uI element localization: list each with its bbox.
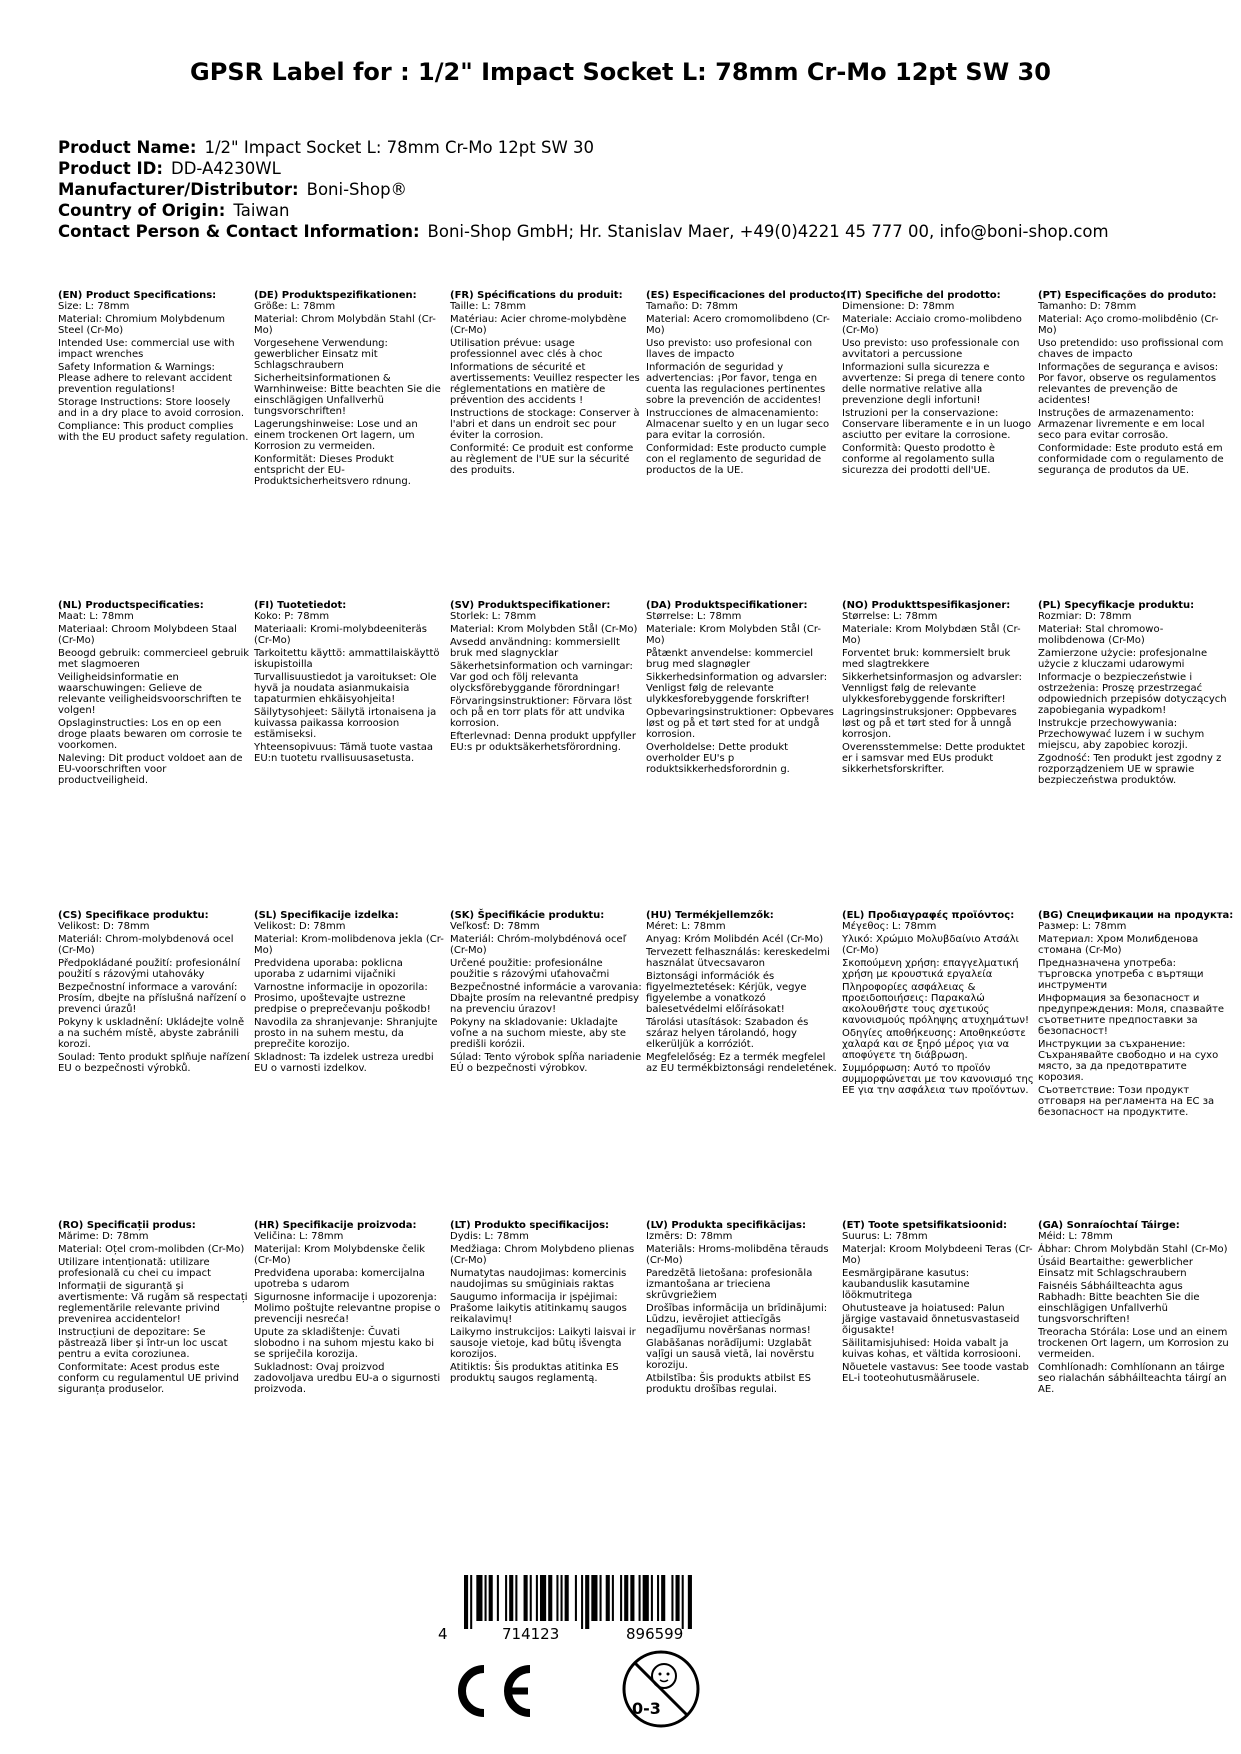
language-block-title: (PL) Specyfikacje produktu:	[1038, 600, 1195, 611]
page-title: GPSR Label for : 1/2" Impact Socket L: 78mm Cr-Mo 12pt SW 30	[190, 58, 1051, 86]
info-row	[58, 200, 1208, 221]
language-grid	[58, 290, 1234, 1530]
language-block-text: Størrelse: L: 78mm	[842, 611, 938, 622]
barcode-bar	[688, 1575, 692, 1629]
language-block-text: Předpokládané použití: profesionální použití s rázovými utahováky	[58, 958, 241, 980]
language-block-title: (PT) Especificações do produto:	[1038, 290, 1217, 301]
language-block-text: Megfelelőség: Ez a termék megfelel az EU termékbiztonsági rendeletének.	[646, 1052, 837, 1074]
barcode-bar	[624, 1575, 628, 1621]
language-block-text: Soulad: Tento produkt splňuje nařízení EU o bezpečnosti výrobků.	[58, 1052, 250, 1074]
language-block-text: Ábhar: Chrom Molybdän Stahl (Cr-Mo)	[1038, 1244, 1228, 1255]
language-block-text: Größe: L: 78mm	[254, 301, 336, 312]
language-block-text: Lagerungshinweise: Lose und an einem trockenen Ort lagern, um Korrosion zu vermeiden.	[254, 419, 418, 452]
info-value: Boni-Shop GmbH; Hr. Stanislav Maer, +49(0)4221 45 777 00, info@boni-shop.com	[427, 222, 1109, 241]
language-block-text: Predvidena uporaba: poklicna uporaba z udarnimi vijačniki	[254, 958, 403, 980]
language-block-text: Οδηγίες αποθήκευσης: Αποθηκεύστε χαλαρά και σε ξηρό μέρος για να αποφύγετε τη διάβρωση.	[842, 1028, 1026, 1061]
language-block-title: (DA) Produktspecifikationer:	[646, 600, 808, 611]
language-block-text: Rozmiar: D: 78mm	[1038, 611, 1132, 622]
info-value: DD-A4230WL	[170, 159, 281, 178]
language-block-text: Materijal: Krom Molybdenske čelik (Cr-Mo)	[254, 1244, 426, 1266]
language-block-text: Säkerhetsinformation och varningar: Var god och följ relevanta olycksförebyggande förordningar!	[450, 661, 633, 694]
language-block-text: Matériau: Acier chrome-molybdène (Cr-Mo)	[450, 314, 627, 336]
language-block-title: (IT) Specifiche del prodotto:	[842, 290, 1001, 301]
language-block-text: Informazioni sulla sicurezza e avvertenze: Si prega di tenere conto delle normative relative alla prevenzione degli infortuni!	[842, 362, 1026, 406]
language-block-text: Mărime: D: 78mm	[58, 1231, 149, 1242]
product-info	[58, 137, 1208, 242]
barcode-first-digit: 4	[438, 1625, 448, 1643]
barcode-bar	[464, 1575, 468, 1629]
language-block-text: Bezpečnostné informácie a varovania: Dbajte prosím na relevantné predpisy na prevenciu úrazov!	[450, 982, 642, 1015]
language-block-text: Compliance: This product complies with the EU product safety regulation.	[58, 421, 249, 443]
language-block-text: Предназначена употреба: търговска употреба с въртящи инструменти	[1038, 958, 1204, 991]
language-block-text: Информация за безопасност и предупреждения: Моля, спазвайте съответните предпоставки за безопасност!	[1038, 993, 1225, 1037]
language-block-text: Σκοπούμενη χρήση: επαγγελματική χρήση με κρουστικά εργαλεία	[842, 958, 1019, 980]
language-block-text: Upute za skladištenje: Čuvati slobodno i na suhom mjestu kako bi se spriječila korozija.	[254, 1327, 434, 1360]
language-block-text: Lagringsinstruksjoner: Oppbevares løst og på et tørt sted for å unngå korrosjon.	[842, 707, 1017, 740]
barcode-bar	[585, 1575, 589, 1629]
language-block	[1038, 290, 1230, 478]
language-block-text: Overensstemmelse: Dette produktet er i samsvar med EUs produkt sikkerhetsforskrifter.	[842, 742, 1025, 775]
language-block-text: Förvaringsinstruktioner: Förvara löst och på en torr plats för att undvika korrosion.	[450, 696, 632, 729]
language-block-title: (BG) Спецификации на продукта:	[1038, 910, 1234, 921]
language-block-text: Forventet bruk: kommersielt bruk med slagtrekkere	[842, 648, 1011, 670]
language-block	[842, 1220, 1034, 1386]
language-block-text: Informações de segurança e avisos: Por favor, observe os regulamentos relevantes de prevenção de acidentes!	[1038, 362, 1219, 406]
language-block-text: Pokyny k uskladnění: Ukládejte volně a na suchém místě, abyste zabránili korozi.	[58, 1017, 245, 1050]
language-block-text: Material: Acero cromomolibdeno (Cr-Mo)	[646, 314, 830, 336]
language-block-text: Maat: L: 78mm	[58, 611, 134, 622]
language-block-text: Zamierzone użycie: profesjonalne użycie z kluczami udarowymi	[1038, 648, 1208, 670]
language-block-text: Bezpečnostní informace a varování: Prosím, dbejte na příslušná nařízení o prevenci úrazů!	[58, 982, 247, 1015]
language-block-text: Conformidade: Este produto está em conformidade com o regulamento de segurança de produtos da UE.	[1038, 443, 1224, 476]
language-block-text: Intended Use: commercial use with impact wrenches	[58, 338, 235, 360]
language-block-text: Efterlevnad: Denna produkt uppfyller EU:s pr oduktsäkerhetsförordning.	[450, 731, 636, 753]
language-block-title: (SV) Produktspecifikationer:	[450, 600, 611, 611]
language-block-text: Veiligheidsinformatie en waarschuwingen: Gelieve de relevante veiligheidsvoorschriften te volgen!	[58, 672, 242, 716]
language-block-text: Zgodność: Ten produkt jest zgodny z rozporządzeniem UE w sprawie bezpieczeństwa produktów.	[1038, 753, 1222, 786]
language-block-text: Medžiaga: Chrom Molybdeno plienas (Cr-Mo)	[450, 1244, 635, 1266]
language-block	[450, 600, 642, 755]
language-block-text: Úsáid Beartaithe: gewerblicher Einsatz mit Schlagschraubern	[1038, 1257, 1193, 1279]
language-block-text: Izmērs: D: 78mm	[646, 1231, 733, 1242]
language-block	[58, 600, 250, 788]
language-block-text: Съответствие: Този продукт отговаря на регламента на ЕС за безопасност на продуктите.	[1038, 1085, 1215, 1118]
language-block-text: Informații de siguranță și avertismente: Vă rugăm să respectați reglementările relevante privind prevenirea accidentelor!	[58, 1281, 248, 1325]
language-block-text: Uso previsto: uso profesional con llaves de impacto	[646, 338, 813, 360]
barcode-bar	[575, 1575, 577, 1621]
language-block-text: Materiaal: Chroom Molybdeen Staal (Cr-Mo)	[58, 624, 237, 646]
language-block-text: Sikkerhedsinformation og advarsler: Venligst følg de relevante ulykkesforebyggende forskrifter!	[646, 672, 828, 705]
barcode-group-1: 714123	[502, 1625, 560, 1643]
language-row	[58, 290, 1228, 600]
language-block-text: Atitiktis: Šis produktas atitinka ES produktų saugos reglamentą.	[450, 1362, 619, 1384]
barcode-bar	[497, 1575, 499, 1621]
language-block-title: (LV) Produkta specifikācijas:	[646, 1220, 806, 1231]
language-block-text: Инструкции за съхранение: Съхранявайте свободно и на сухо място, за да предотвратите корозия.	[1038, 1039, 1219, 1083]
barcode-bar	[591, 1575, 597, 1621]
language-block-text: Dydis: L: 78mm	[450, 1231, 529, 1242]
barcode-bar	[671, 1575, 673, 1621]
language-block-title: (LT) Produkto specifikacijos:	[450, 1220, 610, 1231]
language-block	[58, 1220, 250, 1397]
language-block-text: Faisnéis Sábháilteachta agus Rabhadh: Bitte beachten Sie die einschlägigen Unfallverhü tungsvorschriften!	[1038, 1281, 1200, 1325]
language-block	[646, 1220, 838, 1397]
language-block-text: Drošības informācija un brīdinājumi: Lūdzu, ievērojiet attiecīgās negadījumu novēršanas normas!	[646, 1303, 828, 1336]
language-block-text: Anyag: Króm Molibdén Acél (Cr-Mo)	[646, 934, 824, 945]
language-block-text: Instrucciones de almacenamiento: Almacenar suelto y en un lugar seco para evitar la corrosión.	[646, 408, 830, 441]
language-block-title: (HR) Specifikacije proizvoda:	[254, 1220, 417, 1231]
language-block-text: Material: Krom Molybden Stål (Cr-Mo)	[450, 624, 638, 635]
language-block	[254, 910, 446, 1076]
age-label: 0-3	[632, 1699, 661, 1718]
language-block	[1038, 910, 1234, 1120]
language-block-text: Skladnost: Ta izdelek ustreza uredbi EU o varnosti izdelkov.	[254, 1052, 434, 1074]
language-block-text: Размер: L: 78mm	[1038, 921, 1127, 932]
language-block-text: Materiale: Krom Molybdæn Stål (Cr-Mo)	[842, 624, 1021, 646]
language-block-text: Säilytysohjeet: Säilytä irtonaisena ja kuivassa paikassa korroosion estämiseksi.	[254, 707, 437, 740]
language-block-text: Materiál: Chrom-molybdenová ocel (Cr-Mo)	[58, 934, 234, 956]
language-block	[58, 290, 250, 445]
language-block-text: Suurus: L: 78mm	[842, 1231, 928, 1242]
language-block-text: Materiál: Chróm-molybdénová oceľ (Cr-Mo)	[450, 934, 627, 956]
language-block-text: Nõuetele vastavus: See toode vastab EL-i tooteohutusmäärusele.	[842, 1362, 1029, 1384]
barcode	[434, 1575, 734, 1645]
language-block-text: Materiał: Stal chromowo-molibdenowa (Cr-Mo)	[1038, 624, 1164, 646]
language-block-title: (ES) Especificaciones del producto:	[646, 290, 845, 301]
language-block-text: Υλικό: Χρώμιο Μολυβδαίνιο Ατσάλι (Cr-Mo)	[842, 934, 1019, 956]
info-label: Manufacturer/Distributor:	[58, 180, 299, 199]
language-block-text: Materiale: Acciaio cromo-molibdeno (Cr-Mo)	[842, 314, 1022, 336]
language-block-title: (NO) Produkttspesifikasjoner:	[842, 600, 1011, 611]
language-block-title: (NL) Productspecificaties:	[58, 600, 204, 611]
language-block-text: Instrucțiuni de depozitare: Se păstrează liber și într-un loc uscat pentru a evita coroziunea.	[58, 1327, 228, 1360]
not-for-children-under-3-icon	[620, 1648, 702, 1730]
language-block-text: Tárolási utasítások: Szabadon és száraz helyen tárolandó, hogy elkerüljük a korróziót.	[646, 1017, 809, 1050]
language-block-text: Opbevaringsinstruktioner: Opbevares løst og på et tørt sted for at undgå korrosion.	[646, 707, 834, 740]
barcode-bar	[548, 1575, 552, 1621]
info-row	[58, 137, 1208, 158]
language-block-title: (HU) Termékjellemzők:	[646, 910, 774, 921]
language-block-title: (EL) Προδιαγραφές προϊόντος:	[842, 910, 1015, 921]
language-block	[450, 290, 642, 478]
language-block-text: Sigurnosne informacije i upozorenja: Molimo poštujte relevantne propise o prevenciji nesreća!	[254, 1292, 441, 1325]
language-block-text: Conformidad: Este producto cumple con el reglamento de seguridad de productos de la UE.	[646, 443, 827, 476]
language-block-text: Predviđena uporaba: komercijalna upotreba s udarom	[254, 1268, 425, 1290]
language-block-text: Sukladnost: Ovaj proizvod zadovoljava uredbu EU-a o sigurnosti proizvoda.	[254, 1362, 441, 1395]
barcode-bar	[657, 1575, 659, 1621]
language-block	[450, 1220, 642, 1386]
barcode-bar	[600, 1575, 602, 1621]
info-label: Product ID:	[58, 159, 163, 178]
language-block-title: (RO) Specificații produs:	[58, 1220, 196, 1231]
language-block-title: (ET) Toote spetsifikatsioonid:	[842, 1220, 1008, 1231]
barcode-bars	[464, 1575, 694, 1629]
language-block-text: Informacje o bezpieczeństwie i ostrzeżenia: Proszę przestrzegać odpowiednich przepisów dotyczących zapobiegania wypadkom!	[1038, 672, 1227, 716]
language-block	[254, 600, 446, 766]
info-label: Country of Origin:	[58, 201, 226, 220]
language-block-text: Atbilstība: Šis produkts atbilst ES produktu drošības regulai.	[646, 1373, 812, 1395]
barcode-bar	[540, 1575, 546, 1621]
language-block-text: Συμμόρφωση: Αυτό το προϊόν συμμορφώνεται με τον κανονισμό της ΕΕ για την ασφάλεια των προϊόντων.	[842, 1063, 1034, 1096]
language-block-text: Veličina: L: 78mm	[254, 1231, 344, 1242]
language-block	[646, 290, 845, 478]
barcode-bar	[651, 1575, 653, 1621]
language-block-text: Vorgesehene Verwendung: gewerblicher Einsatz mit Schlagschraubern	[254, 338, 388, 371]
language-block-text: Información de seguridad y advertencias: ¡Por favor, tenga en cuenta las regulaciones pertinentes sobre la prevención de accidentes!	[646, 362, 826, 406]
language-block-text: Tarkoitettu käyttö: ammattilaiskäyttö iskupistoilla	[254, 648, 440, 670]
barcode-bar	[530, 1575, 532, 1621]
barcode-bar	[612, 1575, 614, 1621]
language-block-title: (CS) Specifikace produktu:	[58, 910, 209, 921]
language-block-text: Size: L: 78mm	[58, 301, 130, 312]
info-value: Boni-Shop®	[306, 180, 408, 199]
language-block-text: Material: Oțel crom-molibden (Cr-Mo)	[58, 1244, 245, 1255]
language-block-text: Conformità: Questo prodotto è conforme al regolamento sulla sicurezza dei prodotti dell'UE.	[842, 443, 996, 476]
language-block-text: Opslaginstructies: Los en op een droge plaats bewaren om corrosie te voorkomen.	[58, 718, 243, 751]
language-block-text: Veľkosť: D: 78mm	[450, 921, 540, 932]
language-block-text: Materiale: Krom Molybden Stål (Cr-Mo)	[646, 624, 821, 646]
language-block	[58, 910, 250, 1076]
barcode-bar	[620, 1575, 622, 1621]
language-block	[1038, 600, 1230, 788]
barcode-bar	[606, 1575, 610, 1621]
language-block-text: Materiāls: Hroms-molibdēna tērauds (Cr-Mo)	[646, 1244, 829, 1266]
language-block-text: Konformität: Dieses Produkt entspricht der EU-Produktsicherheitsverо rdnung.	[254, 454, 411, 487]
info-label: Contact Person & Contact Information:	[58, 222, 420, 241]
language-block	[646, 910, 838, 1076]
barcode-bar	[639, 1575, 641, 1621]
language-block-text: Ohutusteave ja hoiatused: Palun järgige vastavaid õnnetusvastaseid õigusakte!	[842, 1303, 1020, 1336]
language-block-text: Určené použitie: profesionálne použitie s rázovými uťahovačmi	[450, 958, 610, 980]
language-block-text: Varnostne informacije in opozorila: Prosimo, upoštevajte ustrezne predpise o preprečevanju poškodb!	[254, 982, 431, 1015]
language-block-text: Conformitate: Acest produs este conform cu regulamentul UE privind siguranța produselor.	[58, 1362, 239, 1395]
barcode-bar	[515, 1575, 517, 1621]
barcode-group-2: 896599	[626, 1625, 684, 1643]
barcode-bar	[505, 1575, 507, 1621]
language-block-text: Naleving: Dit product voldoet aan de EU-voorschriften voor productveiligheid.	[58, 753, 243, 786]
language-block-text: Safety Information & Warnings: Please adhere to relevant accident prevention regulations!	[58, 362, 233, 395]
language-block	[254, 1220, 446, 1397]
language-block-text: Material: Chromium Molybdenum Steel (Cr-Mo)	[58, 314, 225, 336]
language-block-text: Istruzioni per la conservazione: Conservare liberamente e in un luogo asciutto per evitare la corrosione.	[842, 408, 1032, 441]
language-block-text: Méret: L: 78mm	[646, 921, 726, 932]
barcode-bar	[489, 1575, 493, 1621]
language-block-text: Koko: P: 78mm	[254, 611, 330, 622]
info-row	[58, 179, 1208, 200]
language-block-text: Instructions de stockage: Conserver à l'abri et dans un endroit sec pour éviter la corrosion.	[450, 408, 640, 441]
language-block-text: Treoracha Stórála: Lose und an einem trockenen Ort lagern, um Korrosion zu vermeiden.	[1038, 1327, 1229, 1360]
language-block-text: Storage Instructions: Store loosely and in a dry place to avoid corrosion.	[58, 397, 245, 419]
barcode-bar	[556, 1575, 558, 1621]
language-block-text: Dimensione: D: 78mm	[842, 301, 955, 312]
language-block-text: Sikkerhetsinformasjon og advarsler: Vennligst følg de relevante ulykkesforebyggende forskrifter!	[842, 672, 1022, 705]
language-block-text: Sicherheitsinformationen & Warnhinweise: Bitte beachten Sie die einschlägigen Unfallverhü tungsvorschriften!	[254, 373, 441, 417]
language-block-title: (FI) Tuotetiedot:	[254, 600, 347, 611]
barcode-bar	[630, 1575, 634, 1621]
language-block-text: Uso pretendido: uso profissional com chaves de impacto	[1038, 338, 1224, 360]
language-row	[58, 1220, 1228, 1530]
language-block	[450, 910, 642, 1076]
language-block-text: Navodila za shranjevanje: Shranjujte prosto in na suhem mestu, da preprečite korozijo.	[254, 1017, 438, 1050]
barcode-bar	[536, 1575, 538, 1621]
language-block-title: (SL) Specifikacije izdelka:	[254, 910, 399, 921]
language-block-text: Material: Aço cromo-molibdênio (Cr-Mo)	[1038, 314, 1219, 336]
barcode-bar	[661, 1575, 665, 1621]
language-block-text: Biztonsági információk és figyelmeztetések: Kérjük, vegye figyelembe a vonatkozó balesetvédelmi előírásokat!	[646, 971, 807, 1015]
info-row	[58, 158, 1208, 179]
barcode-bar	[509, 1575, 513, 1621]
language-row	[58, 910, 1234, 1220]
barcode-bar	[581, 1575, 583, 1629]
language-block-text: Материал: Хром Молибденова стомана (Cr-Mo)	[1038, 934, 1199, 956]
barcode-bar	[524, 1575, 528, 1621]
language-block	[1038, 1220, 1230, 1397]
language-block-text: Taille: L: 78mm	[450, 301, 526, 312]
language-block-text: Paredzētā lietošana: profesionāla izmantošana ar trieciena skrūvgriežiem	[646, 1268, 813, 1301]
language-block-text: Størrelse: L: 78mm	[646, 611, 742, 622]
language-block-text: Saugumo informacija ir įspėjimai: Prašome laikytis atitinkamų saugos reikalavimų!	[450, 1292, 627, 1325]
language-block-text: Säilitamisjuhised: Hoida vabalt ja kuivas kohas, et vältida korrosiooni.	[842, 1338, 1022, 1360]
language-block-text: Yhteensopivuus: Tämä tuote vastaa EU:n tuotetu rvallisuusasetusta.	[254, 742, 433, 764]
language-block-text: Μέγεθος: L: 78mm	[842, 921, 937, 932]
language-block	[842, 290, 1034, 478]
language-block-text: Eesmärgipärane kasutus: kaubanduslik kasutamine löökmutritega	[842, 1268, 970, 1301]
language-block-text: Tamaño: D: 78mm	[646, 301, 738, 312]
language-block-text: Material: Chrom Molybdän Stahl (Cr-Mo)	[254, 314, 436, 336]
language-block-text: Material: Krom-molibdenova jekla (Cr-Mo)	[254, 934, 444, 956]
info-value: 1/2" Impact Socket L: 78mm Cr-Mo 12pt SW 30	[204, 138, 595, 157]
info-row	[58, 221, 1208, 242]
language-block-text: Súlad: Tento výrobok spĺňa nariadenie EÚ o bezpečnosti výrobkov.	[450, 1052, 642, 1074]
ce-mark-icon	[450, 1663, 536, 1719]
language-block-text: Instrukcje przechowywania: Przechowywać luzem i w suchym miejscu, aby zapobiec korozji.	[1038, 718, 1205, 751]
language-block-text: Overholdelse: Dette produkt overholder EU's p roduktsikkerhedsforordnin g.	[646, 742, 790, 775]
language-block-text: Velikost: D: 78mm	[254, 921, 346, 932]
barcode-bar	[561, 1575, 563, 1621]
language-block-text: Turvallisuustiedot ja varoitukset: Ole hyvä ja noudata asianmukaisia tapaturmien ehkäisyohjeita!	[254, 672, 437, 705]
language-block-text: Utilisation prévue: usage professionnel avec clés à choc	[450, 338, 603, 360]
language-block-text: Storlek: L: 78mm	[450, 611, 537, 622]
language-block-text: Utilizare intenționată: utilizare profesională cu chei cu impact	[58, 1257, 212, 1279]
language-block-title: (EN) Product Specifications:	[58, 290, 217, 301]
language-block-text: Instruções de armazenamento: Armazenar livremente e em local seco para evitar corrosão.	[1038, 408, 1205, 441]
language-block-text: Numatytas naudojimas: komercinis naudojimas su smūginiais raktas	[450, 1268, 627, 1290]
barcode-bar	[476, 1575, 482, 1621]
barcode-bar	[643, 1575, 649, 1621]
language-block-title: (GA) Sonraíochtaí Táirge:	[1038, 1220, 1180, 1231]
language-block-text: Uso previsto: uso professionale con avvitatori a percussione	[842, 338, 1020, 360]
barcode-bar	[565, 1575, 569, 1621]
language-block-text: Påtænkt anvendelse: kommerciel brug med slagnøgler	[646, 648, 814, 670]
language-block-text: Velikost: D: 78mm	[58, 921, 150, 932]
language-block-text: Tervezett felhasználás: kereskedelmi használat ütvecsavaron	[646, 947, 830, 969]
language-block-title: (DE) Produktspezifikationen:	[254, 290, 417, 301]
language-block-text: Avsedd användning: kommersiellt bruk med slagnycklar	[450, 637, 620, 659]
language-block-text: Materiaali: Kromi-molybdeeniteräs (Cr-Mo)	[254, 624, 427, 646]
language-block	[842, 600, 1034, 777]
language-block	[842, 910, 1034, 1098]
language-block-text: Pokyny na skladovanie: Ukladajte voľne a na suchom mieste, aby ste predišli korózii.	[450, 1017, 626, 1050]
language-block-text: Conformité: Ce produit est conforme au règlement de l'UE sur la sécurité des produits.	[450, 443, 634, 476]
language-block-text: Materjal: Kroom Molybdeeni Teras (Cr-Mo)	[842, 1244, 1033, 1266]
language-block-title: (SK) Špecifikácie produktu:	[450, 910, 605, 921]
info-value: Taiwan	[233, 201, 290, 220]
barcode-bar	[682, 1575, 684, 1629]
language-row	[58, 600, 1228, 910]
language-block	[646, 600, 838, 777]
info-label: Product Name:	[58, 138, 197, 157]
language-block-text: Méid: L: 78mm	[1038, 1231, 1113, 1242]
language-block-text: Comhlíonadh: Comhlíonann an táirge seo rialachán sábháilteachta táirgí an AE.	[1038, 1362, 1227, 1395]
language-block-text: Beoogd gebruik: commercieel gebruik met slagmoeren	[58, 648, 250, 670]
language-block-text: Informations de sécurité et avertissements: Veuillez respecter les réglementations en matière de prévention des accidents !	[450, 362, 640, 406]
language-block-text: Πληροφορίες ασφάλειας & προειδοποιήσεις: Παρακαλώ ακολουθήστε τους σχετικούς κανονισμούς πρόληψης ατυχημάτων!	[842, 982, 1029, 1026]
barcode-bar	[470, 1575, 472, 1629]
barcode-bar	[485, 1575, 487, 1621]
barcode-bar	[676, 1575, 680, 1621]
language-block-title: (FR) Spécifications du produit:	[450, 290, 623, 301]
language-block	[254, 290, 446, 489]
language-block-text: Tamanho: D: 78mm	[1038, 301, 1137, 312]
language-block-text: Glabāšanas norādījumi: Uzglabāt vaļīgi un sausā vietā, lai novērstu koroziju.	[646, 1338, 815, 1371]
language-block-text: Laikymo instrukcijos: Laikyti laisvai ir sausoje vietoje, kad būtų išvengta korozijos.	[450, 1327, 636, 1360]
